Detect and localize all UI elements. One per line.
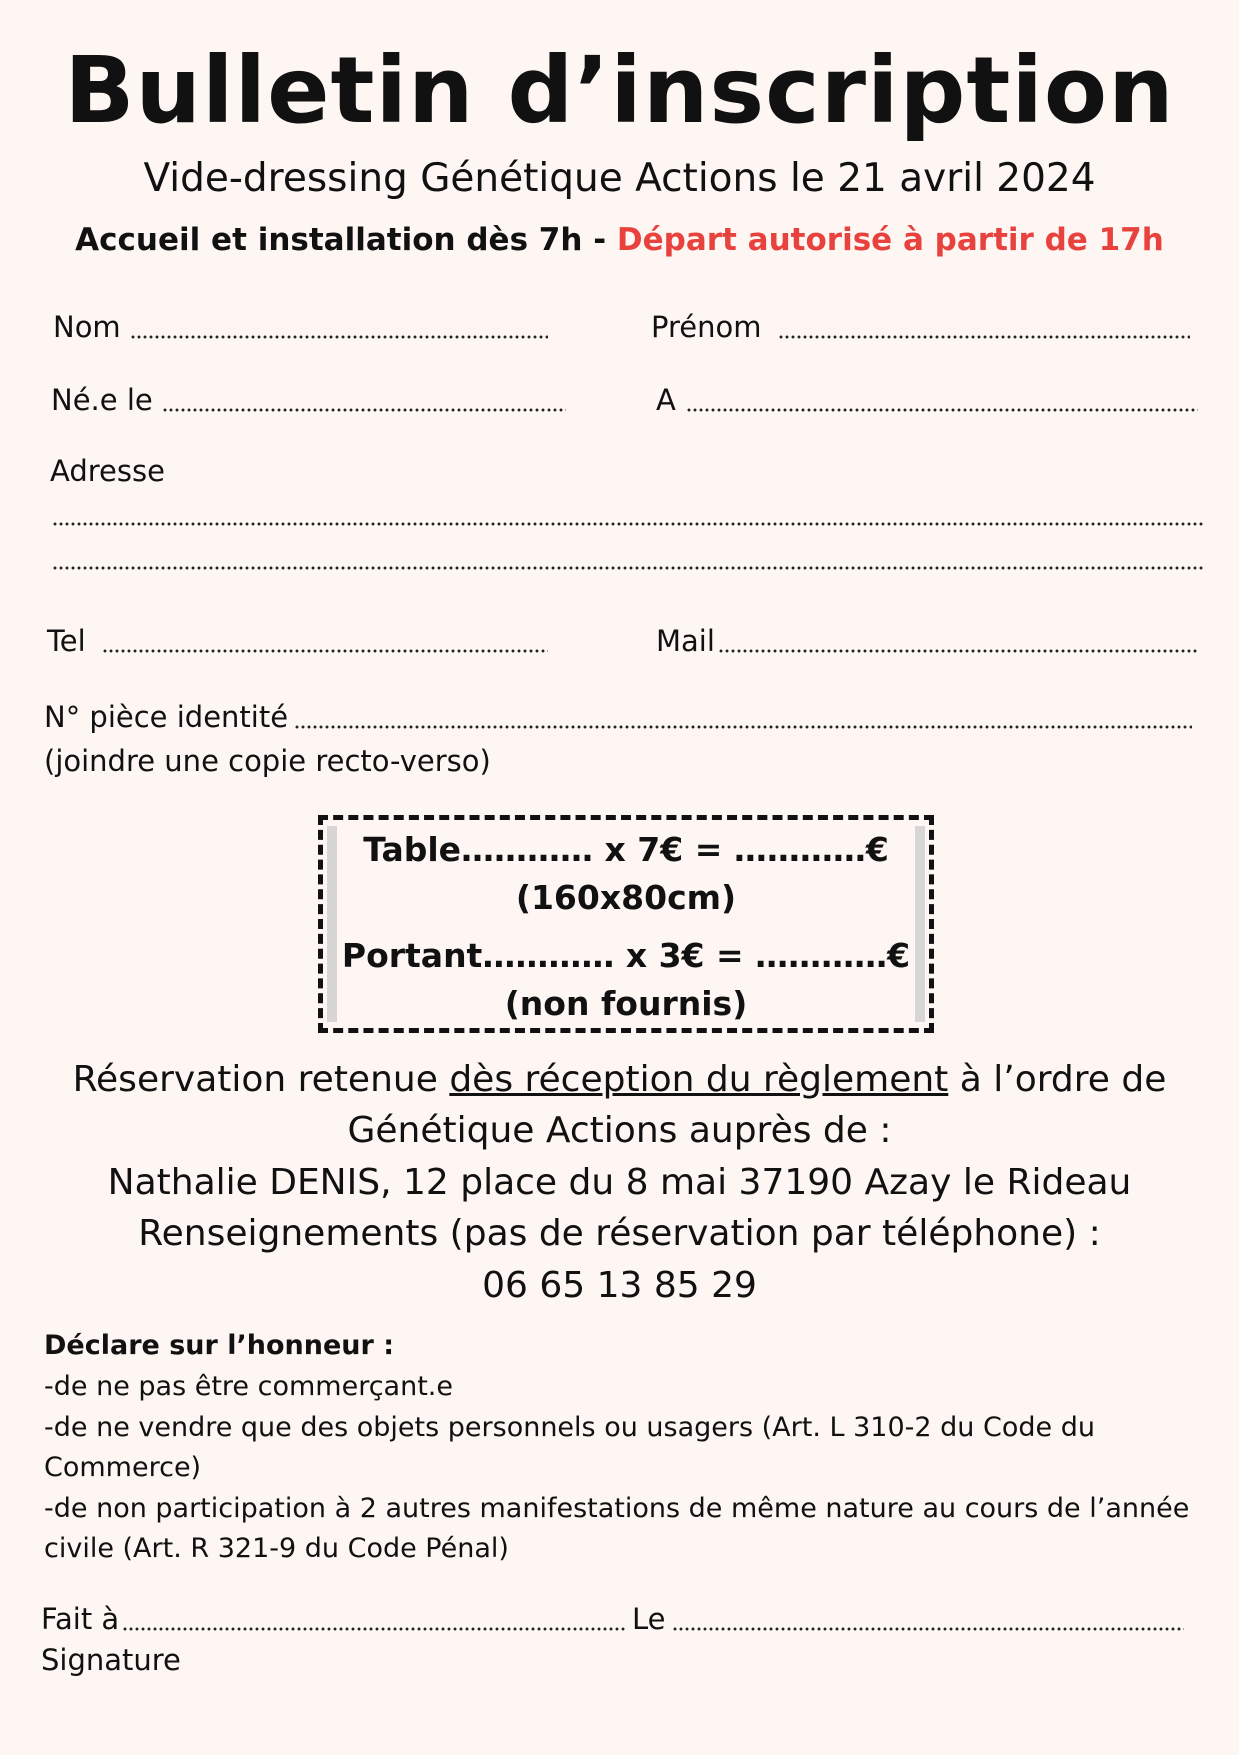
a-label: A <box>656 383 676 417</box>
event-subtitle: Vide-dressing Génétique Actions le 21 avril 2024 <box>143 156 1096 201</box>
phone-number: 06 65 13 85 29 <box>482 1265 757 1306</box>
table-size-note: (160x80cm) <box>515 878 737 917</box>
reservation-text-end: à l’ordre de <box>948 1059 1167 1100</box>
adresse-field-line-1[interactable] <box>52 522 1204 526</box>
le-label: Le <box>632 1602 666 1636</box>
table-price-line: Table………… x 7€ = …………€ <box>363 830 889 869</box>
signature-label: Signature <box>41 1643 181 1677</box>
declaration-item-2-line-2: Commerce) <box>44 1452 202 1483</box>
portant-price-line: Portant………… x 3€ = …………€ <box>341 936 911 975</box>
declaration-item-3-line-2: civile (Art. R 321-9 du Code Pénal) <box>44 1533 509 1564</box>
declaration-item-3-line-1: -de non participation à 2 autres manifestations de même nature au cours de l’année <box>44 1493 1190 1524</box>
reservation-underlined: dès réception du règlement <box>449 1059 949 1100</box>
prenom-field[interactable] <box>778 335 1190 339</box>
adresse-label: Adresse <box>50 454 165 488</box>
document-title: Bulletin d’inscription <box>64 37 1175 144</box>
adresse-field-line-2[interactable] <box>52 566 1204 570</box>
reservation-line-1 <box>0 1058 1239 1101</box>
mail-field[interactable] <box>718 649 1198 653</box>
pricing-box <box>318 815 934 1033</box>
a-field[interactable] <box>686 408 1198 412</box>
piece-identite-field[interactable] <box>294 725 1192 729</box>
arrival-text: Accueil et installation dès 7h - <box>75 222 617 258</box>
contact-address: Nathalie DENIS, 12 place du 8 mai 37190 Azay le Rideau <box>107 1162 1132 1203</box>
ne-le-field[interactable] <box>162 408 566 412</box>
le-field[interactable] <box>672 1627 1184 1631</box>
mail-label: Mail <box>656 624 715 658</box>
renseignements-line: Renseignements (pas de réservation par téléphone) : <box>138 1213 1101 1254</box>
declaration-item-2-line-1: -de ne vendre que des objets personnels ou usagers (Art. L 310-2 du Code du <box>44 1412 1095 1443</box>
tel-field[interactable] <box>102 649 548 653</box>
nom-label: Nom <box>53 310 121 344</box>
portant-note: (non fournis) <box>504 984 748 1023</box>
piece-identite-note: (joindre une copie recto-verso) <box>44 744 491 778</box>
tel-label: Tel <box>47 624 86 658</box>
reservation-line-2: Génétique Actions auprès de : <box>347 1110 892 1151</box>
piece-identite-label: N° pièce identité <box>44 700 289 734</box>
ne-le-label: Né.e le <box>51 383 153 417</box>
fait-a-field[interactable] <box>122 1627 626 1631</box>
schedule-notice <box>0 222 1239 259</box>
declaration-title: Déclare sur l’honneur : <box>44 1330 395 1361</box>
reservation-text-start: Réservation retenue <box>72 1059 450 1100</box>
nom-field[interactable] <box>130 335 548 339</box>
departure-text: Départ autorisé à partir de 17h <box>616 222 1164 258</box>
fait-a-label: Fait à <box>41 1602 120 1636</box>
prenom-label: Prénom <box>651 310 762 344</box>
declaration-item-1: -de ne pas être commerçant.e <box>44 1371 453 1402</box>
